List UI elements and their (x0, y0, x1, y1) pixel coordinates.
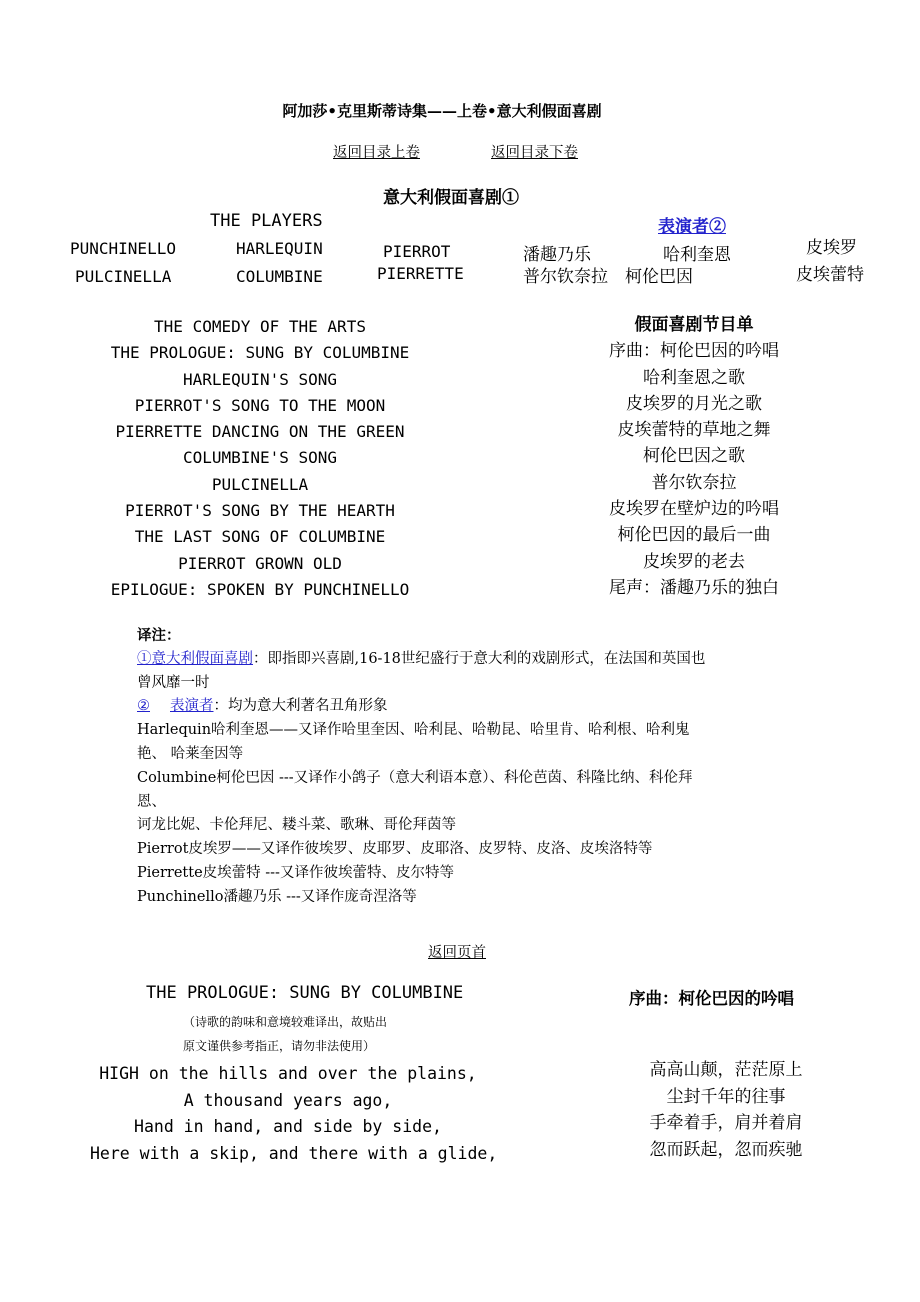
contents-en-item: COLUMBINE'S SONG (182, 448, 338, 468)
note-line: Punchinello潘趣乃乐 ---又译作庞奇涅洛等 (137, 888, 417, 905)
poem-line-cn: 忽而跃起，忽而疾驰 (649, 1140, 803, 1161)
note-2-marker-link[interactable]: ② (137, 698, 150, 715)
disclaimer-line-1: （诗歌的韵味和意境较难译出，故贴出 (183, 1015, 388, 1029)
contents-en-item: PIERROT'S SONG BY THE HEARTH (125, 501, 395, 521)
contents-cn-item: 柯伦巴因的最后一曲 (617, 525, 771, 546)
prologue-poem-cn (626, 1057, 826, 1164)
player-harlequin: HARLEQUIN (236, 239, 323, 258)
note-line: 艳、 哈莱奎因等 (137, 745, 244, 762)
contents-en-item: THE PROLOGUE: SUNG BY COLUMBINE (110, 343, 410, 363)
note-1-marker-link[interactable]: ① (137, 650, 152, 667)
player-cn-columbine: 柯伦巴因 (625, 267, 693, 287)
note-1-link[interactable]: 意大利假面喜剧 (151, 650, 253, 667)
player-cn-punchinello: 潘趣乃乐 (523, 245, 591, 265)
back-to-top-link[interactable]: 返回页首 (428, 945, 486, 961)
player-pierrot: PIERROT (383, 242, 451, 261)
contents-cn-item: 序曲：柯伦巴因的吟唱 (609, 341, 779, 362)
contents-en-heading: THE COMEDY OF THE ARTS (154, 317, 366, 336)
players-heading-cn-link[interactable]: 表演者② (658, 217, 726, 237)
note-line: Columbine柯伦巴因 ---又译作小鸽子（意大利语本意）、科伦芭茵、科隆比纳、科伦拜 (137, 769, 693, 786)
contents-cn-item: 皮埃罗的月光之歌 (626, 393, 762, 414)
player-punchinello: PUNCHINELLO (70, 239, 176, 258)
contents-cn-item: 皮埃蕾特的草地之舞 (617, 420, 771, 441)
contents-en-item: HARLEQUIN'S SONG (182, 369, 338, 389)
contents-en-item: THE LAST SONG OF COLUMBINE (134, 527, 386, 547)
player-pulcinella: PULCINELLA (75, 267, 172, 286)
note-1 (137, 648, 797, 672)
contents-cn-item: 皮埃罗的老去 (643, 551, 745, 572)
note-line: 诃龙比妮、卡伦拜尼、耧斗菜、歌琳、哥伦拜茵等 (137, 817, 456, 834)
translator-notes (137, 624, 797, 910)
contents-cn-item: 柯伦巴因之歌 (643, 446, 745, 467)
player-pierrette: PIERRETTE (377, 264, 464, 283)
notes-label: 译注： (137, 627, 181, 644)
contents-cn-item: 尾声：潘趣乃乐的独白 (609, 577, 779, 598)
player-cn-pierrette: 皮埃蕾特 (796, 265, 864, 285)
note-2 (137, 695, 797, 719)
player-cn-harlequin: 哈利奎恩 (663, 245, 731, 265)
prologue-title-cn: 序曲：柯伦巴因的吟唱 (629, 989, 794, 1008)
note-line: Pierrot皮埃罗——又译作彼埃罗、皮耶罗、皮耶洛、皮罗特、皮洛、皮埃洛特等 (137, 841, 653, 858)
back-to-lower-toc-link[interactable]: 返回目录下卷 (491, 145, 578, 161)
page-title: 阿加莎•克里斯蒂诗集——上卷•意大利假面喜剧 (282, 102, 602, 120)
player-columbine: COLUMBINE (236, 267, 323, 286)
contents-cn-item: 普尔钦奈拉 (651, 472, 737, 493)
note-1-text: ：即指即兴喜剧,16-18世纪盛行于意大利的戏剧形式，在法国和英国也 (253, 650, 706, 667)
poem-line-cn: 高高山颠，茫茫原上 (649, 1060, 803, 1080)
player-cn-pulcinella: 普尔钦奈拉 (523, 267, 608, 287)
section-title: 意大利假面喜剧① (383, 188, 519, 208)
poem-line-en: HIGH on the hills and over the plains, (99, 1064, 477, 1083)
contents-en-item: PULCINELLA (211, 474, 309, 494)
player-cn-pierrot: 皮埃罗 (806, 238, 857, 258)
note-2-link[interactable]: 表演者 (170, 698, 214, 715)
contents-cn-item: 皮埃罗在壁炉边的吟唱 (609, 499, 779, 520)
note-2-text: ：均为意大利著名丑角形象 (213, 698, 388, 715)
players-heading-en: THE PLAYERS (210, 211, 323, 231)
contents-cn-heading: 假面喜剧节目单 (634, 315, 754, 335)
contents-cn-item: 哈利奎恩之歌 (643, 367, 745, 388)
contents-en-list (100, 314, 420, 603)
back-to-upper-toc-link[interactable]: 返回目录上卷 (333, 145, 420, 161)
note-line: Harlequin哈利奎恩——又译作哈里奎因、哈利昆、哈勒昆、哈里肯、哈利根、哈利鬼 (137, 722, 690, 739)
contents-en-item: PIERROT GROWN OLD (178, 553, 342, 573)
poem-line-en: A thousand years ago, (183, 1090, 393, 1110)
prologue-title-en: THE PROLOGUE: SUNG BY COLUMBINE (146, 983, 464, 1003)
poem-line-en: Hand in hand, and side by side, (134, 1117, 442, 1137)
poem-line-cn: 手牵着手，肩并着肩 (649, 1113, 803, 1134)
contents-cn-list (574, 312, 814, 601)
poem-line-cn: 尘封千年的往事 (666, 1086, 786, 1107)
note-line: Pierrette皮埃蕾特 ---又译作彼埃蕾特、皮尔特等 (137, 864, 454, 881)
contents-en-item: PIERROT'S SONG TO THE MOON (134, 395, 386, 415)
disclaimer-line-2: 原文谨供参考指正，请勿非法使用） (183, 1039, 376, 1053)
contents-en-item: PIERRETTE DANCING ON THE GREEN (115, 422, 405, 442)
contents-en-item: EPILOGUE: SPOKEN BY PUNCHINELLO (110, 579, 410, 599)
prologue-poem-en (90, 1061, 498, 1168)
note-1-continued: 曾风靡一时 (137, 674, 210, 691)
poem-line-en: Here with a skip, and there with a glide, (90, 1144, 498, 1164)
note-line: 恩、 (137, 793, 166, 810)
